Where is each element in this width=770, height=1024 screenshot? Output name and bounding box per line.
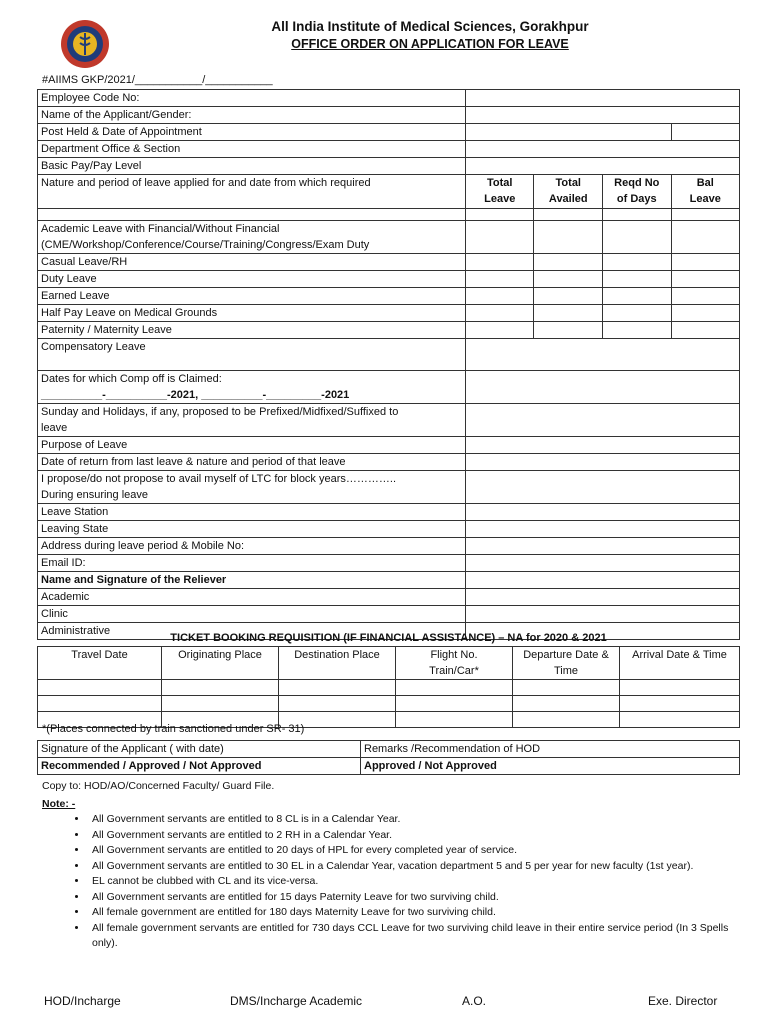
reliever-field[interactable] [465,572,739,589]
cell[interactable] [534,254,603,271]
copy-to: Copy to: HOD/AO/Concerned Faculty/ Guard File. [42,780,275,792]
leave-form-table [37,89,740,640]
cell[interactable] [603,271,671,288]
institute-title: All India Institute of Medical Sciences, Gorakhpur [271,19,589,34]
cell[interactable] [38,680,162,696]
hod-signature: HOD/Incharge [44,994,121,1008]
ltc-field[interactable] [465,471,739,504]
compensatory-field[interactable] [465,339,739,371]
list-item: • All female government servants are entitled for 730 days CCL Leave for two surviving child leave in their entire service period (In 3 Spells only). [88,921,742,952]
comp-dates-label: Dates for which Comp off is Claimed: __________-__________-2021, __________-_________-2021 [38,371,466,404]
cell[interactable] [162,696,279,712]
comp-dates-field[interactable] [465,371,739,404]
cell[interactable] [513,680,620,696]
notes-list [42,812,742,952]
name-gender-label: Name of the Applicant/Gender: [38,107,466,124]
cell[interactable] [603,254,671,271]
total-leave-header: Total Leave [465,175,533,209]
originating-place-header: Originating Place [162,647,279,680]
cell[interactable] [465,322,533,339]
cell[interactable] [603,322,671,339]
reference-number: #AIIMS GKP/2021/___________/___________ [42,74,273,86]
list-item: • All Government servants are entitled to 2 RH in a Calendar Year. [88,828,742,844]
purpose-field[interactable] [465,437,739,454]
cell[interactable] [671,288,740,305]
note-label: Note: - [42,797,76,810]
cell[interactable] [279,696,396,712]
cell[interactable] [671,209,740,221]
cell[interactable] [671,322,740,339]
bal-leave-header: Bal Leave [671,175,740,209]
list-item: • All Government servants are entitled for 15 days Paternity Leave for two surviving child. [88,890,742,906]
total-availed-header: Total Availed [534,175,603,209]
address-field[interactable] [465,538,739,555]
cell[interactable] [465,254,533,271]
half-pay-label: Half Pay Leave on Medical Grounds [38,305,466,322]
cell[interactable] [603,288,671,305]
departure-header: Departure Date & Time [513,647,620,680]
cell[interactable] [620,680,740,696]
duty-leave-label: Duty Leave [38,271,466,288]
ticket-footnote: *(Places connected by train sanctioned under SR- 31) [42,723,305,735]
cell[interactable] [465,305,533,322]
post-held-field[interactable] [465,124,671,141]
applicant-signature-label: Signature of the Applicant ( with date) [38,741,361,758]
leave-station-label: Leave Station [38,504,466,521]
basic-pay-field[interactable] [465,158,739,175]
compensatory-label: Compensatory Leave [38,339,466,371]
director-signature: Exe. Director [648,994,718,1008]
nature-label: Nature and period of leave applied for and date from which required [38,175,466,209]
cell[interactable] [534,305,603,322]
cell[interactable] [671,305,740,322]
post-held-label: Post Held & Date of Appointment [38,124,466,141]
dms-signature: DMS/Incharge Academic [230,994,363,1008]
purpose-label: Purpose of Leave [38,437,466,454]
signature-table [37,740,740,775]
reliever-label: Name and Signature of the Reliever [38,572,466,589]
ticket-title: TICKET BOOKING REQUISITION (IF FINANCIAL ASSISTANCE) – NA for 2020 & 2021 [38,630,740,647]
paternity-label: Paternity / Maternity Leave [38,322,466,339]
cell[interactable] [603,209,671,221]
sunday-holidays-field[interactable] [465,404,739,437]
casual-leave-label: Casual Leave/RH [38,254,466,271]
academic-leave-label: Academic Leave with Financial/Without Financial (CME/Workshop/Conference/Course/Training/Congress/Exam Duty [38,221,466,254]
cell[interactable] [603,221,671,254]
basic-pay-label: Basic Pay/Pay Level [38,158,466,175]
department-field[interactable] [465,141,739,158]
travel-date-header: Travel Date [38,647,162,680]
cell[interactable] [603,305,671,322]
cell[interactable] [620,696,740,712]
reliever-clinic-field[interactable] [465,606,739,623]
approved-status: Approved / Not Approved [361,758,740,775]
hod-remarks-label: Remarks /Recommendation of HOD [361,741,740,758]
sunday-holidays-label: Sunday and Holidays, if any, proposed to be Prefixed/Midfixed/Suffixed to leave [38,404,466,437]
name-gender-field[interactable] [465,107,739,124]
department-label: Department Office & Section [38,141,466,158]
cell[interactable] [396,696,513,712]
cell[interactable] [534,288,603,305]
cell[interactable] [534,322,603,339]
reliever-admin-label: Administrative [38,623,466,640]
cell[interactable] [465,209,533,221]
leaving-state-label: Leaving State [38,521,466,538]
reliever-clinic-label: Clinic [38,606,466,623]
return-date-label: Date of return from last leave & nature and period of that leave [38,454,466,471]
cell[interactable] [465,288,533,305]
return-date-field[interactable] [465,454,739,471]
cell[interactable] [534,221,603,254]
cell[interactable] [162,680,279,696]
cell[interactable] [534,209,603,221]
reliever-academic-label: Academic [38,589,466,606]
leave-station-field[interactable] [465,504,739,521]
ticket-table [37,630,740,728]
list-item: • All Government servants are entitled to 30 EL in a Calendar Year, vacation department 5 and 5 per year for new faculty (1st year). [88,859,742,875]
employee-code-label: Employee Code No: [38,90,466,107]
cell[interactable] [534,271,603,288]
leaving-state-field[interactable] [465,521,739,538]
appointment-date-field[interactable] [671,124,740,141]
list-item: • EL cannot be clubbed with CL and its vice-versa. [88,874,742,890]
flight-no-header: Flight No. Train/Car* [396,647,513,680]
arrival-header: Arrival Date & Time [620,647,740,680]
address-label: Address during leave period & Mobile No: [38,538,466,555]
cell[interactable] [465,271,533,288]
list-item: • All Government servants are entitled to 20 days of HPL for every completed year of service. [88,843,742,859]
cell[interactable] [38,696,162,712]
cell[interactable] [513,696,620,712]
cell[interactable] [671,254,740,271]
form-title: OFFICE ORDER ON APPLICATION FOR LEAVE [291,37,569,51]
ltc-label: I propose/do not propose to avail myself of LTC for block years………….. During ensuring leave [38,471,466,504]
cell[interactable] [671,221,740,254]
email-label: Email ID: [38,555,466,572]
employee-code-field[interactable] [465,90,739,107]
recommended-status: Recommended / Approved / Not Approved [38,758,361,775]
cell[interactable] [671,271,740,288]
destination-place-header: Destination Place [279,647,396,680]
earned-leave-label: Earned Leave [38,288,466,305]
reliever-academic-field[interactable] [465,589,739,606]
cell[interactable] [279,680,396,696]
ao-signature: A.O. [462,994,487,1008]
email-field[interactable] [465,555,739,572]
cell[interactable] [620,712,740,728]
list-item: • All female government are entitled for 180 days Maternity Leave for two surviving child. [88,905,742,921]
cell[interactable] [396,712,513,728]
list-item: • All Government servants are entitled to 8 CL is in a Calendar Year. [88,812,742,828]
notes-section [42,779,742,952]
spacer-row [38,209,466,221]
cell[interactable] [465,221,533,254]
cell[interactable] [396,680,513,696]
cell[interactable] [513,712,620,728]
reqd-days-header: Reqd No of Days [603,175,671,209]
